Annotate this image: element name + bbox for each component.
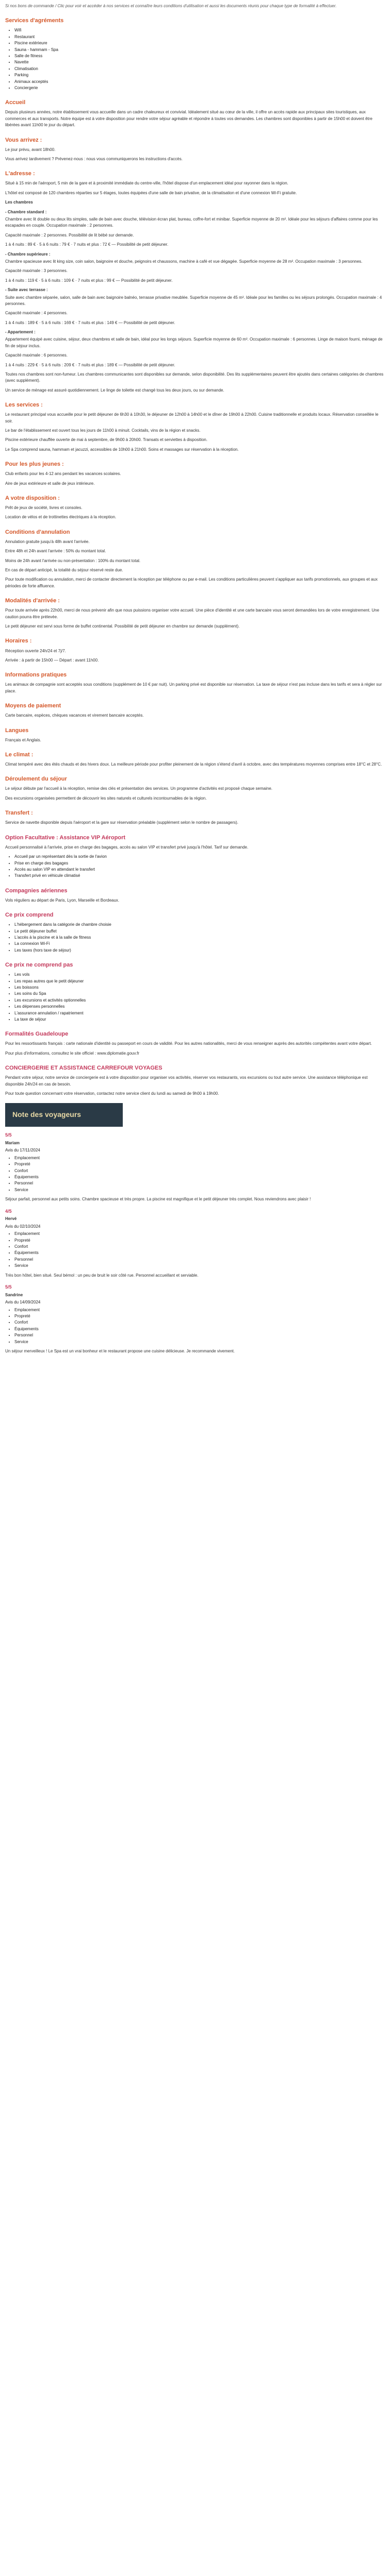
review-text: Très bon hôtel, bien situé. Seul bémol : un peu de bruit le soir côté rue. Personnel accueillant et serviable. [5, 1273, 199, 1278]
non-inclus-list [5, 972, 386, 1023]
jeunes-line: Aire de jeux extérieure et salle de jeux intérieure. [5, 481, 95, 486]
review-date: Avis du 02/10/2024 [5, 1224, 41, 1229]
review-text: Séjour parfait, personnel aux petits soins. Chambre spacieuse et très propre. La piscine est magnifique et le petit déjeuner très complet. Nous reviendrons avec plaisir ! [5, 1197, 311, 1202]
review-criterion: • Personnel [14, 1180, 386, 1187]
chambre-std-prices: 1 à 4 nuits : 89 € · 5 à 6 nuits : 79 € · 7 nuits et plus : 72 € — Possibilité de petit déjeuner. [5, 242, 169, 247]
modalites-text: Pour toute arrivée après 22h00, merci de nous prévenir afin que nous puissions organiser votre accueil. Une pièce d'identité et une carte bancaire vous seront demandées lors de votre enregistrement. Une caution pourra être prélevée. [5, 608, 380, 619]
bar-text: Le bar de l'établissement est ouvert tous les jours de 11h00 à minuit. Cocktails, vins de la région et snacks. [5, 428, 201, 433]
review [5, 1284, 386, 1354]
review [5, 1132, 386, 1202]
chambre-app-capacity: Capacité maximale : 6 personnes. [5, 353, 68, 358]
conditions-line: Entre 48h et 24h avant l'arrivée : 50% du montant total. [5, 549, 106, 554]
non-inclus-item: • Les boissons [14, 985, 386, 991]
review-criterion: • Emplacement [14, 1307, 386, 1313]
conciergerie-title: CONCIERGERIE ET ASSISTANCE CARREFOUR VOYAGES [5, 1065, 162, 1072]
conditions-line: Annulation gratuite jusqu'à 48h avant l'arrivée. [5, 539, 90, 544]
service-item: • Sauna - hammam - Spa [14, 47, 386, 53]
spa-text: Le Spa comprend sauna, hammam et jacuzzi, accessibles de 10h00 à 21h00. Soins et massages sur réservation à la réception. [5, 447, 239, 452]
chambre-app-text: Appartement équipé avec cuisine, séjour, deux chambres et salle de bain, idéal pour les longs séjours. Superficie moyenne de 60 m². Occupation maximale : 6 personnes. Linge de maison fourni, ménage de fin de séjour inclus. [5, 337, 383, 348]
chambre-sup-label: - Chambre supérieure : [5, 251, 51, 257]
companies-text: Vols réguliers au départ de Paris, Lyon, Marseille et Bordeaux. [5, 897, 120, 903]
chambre-suite-label: - Suite avec terrasse : [5, 287, 48, 293]
review-criterion: • Confort [14, 1319, 386, 1326]
formalites-title: Formalités Guadeloupe [5, 1031, 69, 1038]
modalites-text2: Le petit déjeuner est servi sous forme de buffet continental. Possibilité de petit déjeuner en chambre sur demande (supplément). [5, 624, 240, 629]
non-inclus-item: • Les repas autres que le petit déjeuner [14, 978, 386, 985]
modalites-title: Modalités d'arrivée : [5, 598, 60, 604]
service-item: • Animaux acceptés [14, 79, 386, 85]
inclus-item: • L'accès à la piscine et à la salle de fitness [14, 935, 386, 941]
review-author: Hervé [5, 1216, 17, 1222]
review-criterion: • Équipements [14, 1174, 386, 1180]
service-item: • Salle de fitness [14, 53, 386, 59]
horaires-title: Horaires : [5, 638, 32, 645]
inclus-item: • L'hébergement dans la catégorie de chambre choisie [14, 922, 386, 928]
restaurant-text: Le restaurant principal vous accueille pour le petit déjeuner de 6h30 à 10h30, le déjeuner de 12h00 à 14h00 et le dîner de 19h00 à 22h00. Cuisine traditionnelle et produits locaux. Réservation conseillée le soir. [5, 412, 379, 423]
option-vip-title: Option Facultative : Assistance VIP Aéroport [5, 834, 126, 841]
adresse-title: L'adresse : [5, 171, 35, 177]
review-criteria-list [5, 1231, 386, 1269]
intro-note: Si nos bons de commande / Clic pour voir et accéder à nos services et connaître leurs conditions d'utilisation et aussi les documents réunis pour chaque type de formalité à effectuer. [5, 4, 337, 8]
chambre-app-label: - Appartement : [5, 330, 36, 335]
service-item: • Parking [14, 72, 386, 78]
transfert-title: Transfert : [5, 810, 33, 817]
chambres-title: Les chambres [5, 200, 33, 205]
animation-title: A votre disposition : [5, 495, 60, 502]
vous-arrivez-line: Le jour prévu, avant 18h00. [5, 147, 56, 152]
option-vip-list [5, 854, 386, 879]
jeunes-title: Pour les plus jeunes : [5, 461, 64, 468]
non-inclus-item: • Les excursions et activités optionnelles [14, 997, 386, 1004]
paiement-title: Moyens de paiement [5, 703, 61, 709]
chambre-std-capacity: Capacité maximale : 2 personnes. Possibilité de lit bébé sur demande. [5, 232, 134, 238]
formalites-text2: Pour plus d'informations, consultez le site officiel : www.diplomatie.gouv.fr [5, 1050, 140, 1056]
non-inclus-item: • Les soins du Spa [14, 991, 386, 997]
deroulement-text2: Des excursions organisées permettent de découvrir les sites naturels et culturels incontournables de la région. [5, 795, 207, 801]
inclus-item: • La connexion Wi-Fi [14, 941, 386, 947]
chambre-suite-text: Suite avec chambre séparée, salon, salle de bain avec baignoire balnéo, terrasse privative meublée. Superficie moyenne de 45 m². Idéale pour les familles ou les séjours prolongés. Occupation maximale : 4 personnes. [5, 295, 382, 306]
service-item: • Wifi [14, 27, 386, 33]
review-score: 5/5 [5, 1284, 12, 1290]
infos-pratiques-title: Informations pratiques [5, 672, 67, 679]
inclus-item: • Le petit déjeuner buffet [14, 928, 386, 935]
services-detail-title: Les services : [5, 402, 43, 409]
review [5, 1208, 386, 1279]
non-inclus-title: Ce prix ne comprend pas [5, 962, 73, 969]
review-criterion: • Propreté [14, 1238, 386, 1244]
review-date: Avis du 14/09/2024 [5, 1300, 41, 1305]
chambres-footer2: Un service de ménage est assuré quotidiennement. Le linge de toilette est changé tous les deux jours, ou sur demande. [5, 387, 224, 393]
conditions-title: Conditions d'annulation [5, 529, 70, 535]
conditions-line: Moins de 24h avant l'arrivée ou non-présentation : 100% du montant total. [5, 558, 141, 563]
review-criterion: • Équipements [14, 1250, 386, 1256]
option-vip-item: • Prise en charge des bagages [14, 860, 386, 867]
reviews-list [5, 1132, 386, 1354]
non-inclus-item: • Les vols [14, 972, 386, 978]
review-score: 4/5 [5, 1208, 12, 1214]
chambre-suite-capacity: Capacité maximale : 4 personnes. [5, 311, 68, 316]
climat-title: Le climat : [5, 752, 34, 758]
conditions-line: En cas de départ anticipé, la totalité du séjour réservé reste due. [5, 568, 123, 573]
service-item: • Piscine extérieure [14, 40, 386, 46]
companies-title: Compagnies aériennes [5, 887, 68, 894]
review-criterion: • Service [14, 1187, 386, 1193]
review-author: Sandrine [5, 1292, 23, 1297]
transfert-text: Service de navette disponible depuis l'aéroport et la gare sur réservation préalable (supplément selon le nombre de passagers). [5, 820, 239, 825]
infos-pratiques-text: Les animaux de compagnie sont acceptés sous conditions (supplément de 10 € par nuit). Un parking privé est disponible sur réservation. La taxe de séjour n'est pas incluse dans les tarifs et sera à régler sur place. [5, 682, 382, 693]
review-criterion: • Propreté [14, 1161, 386, 1167]
conciergerie-text: Pendant votre séjour, notre service de conciergerie est à votre disposition pour organiser vos activités, réserver vos restaurants, vos excursions ou tout autre service. Une assistance téléphonique est disponible 24h/24 en cas de besoin. [5, 1075, 368, 1087]
climat-text: Climat tempéré avec des étés chauds et des hivers doux. La meilleure période pour profiter pleinement de la région s'étend d'avril à octobre, avec des températures moyennes comprises entre 18°C et 28°C. [5, 762, 382, 767]
review-criterion: • Emplacement [14, 1155, 386, 1161]
chambre-std-label: - Chambre standard : [5, 209, 47, 214]
chambre-app-prices: 1 à 4 nuits : 229 € · 5 à 6 nuits : 209 € · 7 nuits et plus : 189 € — Possibilité de petit déjeuner. [5, 362, 175, 367]
chambre-sup-prices: 1 à 4 nuits : 119 € · 5 à 6 nuits : 109 € · 7 nuits et plus : 99 € — Possibilité de petit déjeuner. [5, 278, 173, 283]
review-criterion: • Propreté [14, 1313, 386, 1319]
review-author: Mariam [5, 1140, 20, 1145]
review-criterion: • Personnel [14, 1332, 386, 1338]
paiement-text: Carte bancaire, espèces, chèques vacances et virement bancaire acceptés. [5, 713, 144, 718]
service-item: • Conciergerie [14, 85, 386, 91]
review-text: Un séjour merveilleux ! Le Spa est un vrai bonheur et le restaurant propose une cuisine délicieuse. Je recommande vivement. [5, 1349, 235, 1354]
deroulement-text: Le séjour débute par l'accueil à la réception, remise des clés et présentation des services. Un programme d'activités est proposé chaque semaine. [5, 786, 272, 791]
review-criteria-list [5, 1155, 386, 1193]
formalites-text: Pour les ressortissants français : carte nationale d'identité ou passeport en cours de validité. Pour les autres nationalités, merci de vous renseigner auprès des autorités compétentes avant votre départ. [5, 1041, 372, 1046]
inclus-item: • Les taxes (hors taxe de séjour) [14, 947, 386, 954]
adresse-extra: L'hôtel est composé de 120 chambres réparties sur 5 étages, toutes équipées d'une salle de bain privative, de la climatisation et d'une connexion Wi-Fi gratuite. [5, 190, 297, 195]
animation-line: Location de vélos et de trottinettes électriques à la réception. [5, 515, 117, 520]
horaires-line: Réception ouverte 24h/24 et 7j/7. [5, 648, 66, 653]
adresse-text: Situé à 15 min de l'aéroport, 5 min de la gare et à proximité immédiate du centre-ville, l'hôtel dispose d'un emplacement idéal pour rayonner dans la région. [5, 181, 288, 186]
deroulement-title: Déroulement du séjour [5, 776, 67, 783]
review-date: Avis du 17/11/2024 [5, 1148, 40, 1153]
piscine-text: Piscine extérieure chauffée ouverte de mai à septembre, de 9h00 à 20h00. Transats et serviettes à disposition. [5, 437, 208, 443]
chambre-sup-capacity: Capacité maximale : 3 personnes. [5, 268, 68, 274]
jeunes-line: Club enfants pour les 4-12 ans pendant les vacances scolaires. [5, 471, 121, 477]
chambre-sup-text: Chambre spacieuse avec lit king size, coin salon, baignoire et douche, peignoirs et chaussons, machine à café et vue dégagée. Superficie moyenne de 28 m². Occupation maximale : 3 personnes. [5, 259, 363, 264]
review-criteria-list [5, 1307, 386, 1345]
option-vip-item: • Transfert privé en véhicule climatisé [14, 873, 386, 879]
accueil-title: Accueil [5, 99, 26, 106]
option-vip-text: Accueil personnalisé à l'arrivée, prise en charge des bagages, accès au salon VIP et transfert privé jusqu'à l'hôtel. Tarif sur demande. [5, 844, 249, 850]
conditions-text: Pour toute modification ou annulation, merci de contacter directement la réception par téléphone ou par e-mail. Les conditions particulières peuvent s'appliquer aux tarifs promotionnels, aux groupes et aux périodes de forte affluence. [5, 577, 378, 588]
option-vip-item: • Accueil par un représentant dès la sortie de l'avion [14, 854, 386, 860]
services-list [5, 27, 386, 91]
review-criterion: • Équipements [14, 1326, 386, 1332]
langue-text: Français et Anglais. [5, 737, 41, 742]
review-criterion: • Emplacement [14, 1231, 386, 1237]
animation-line: Prêt de jeux de société, livres et consoles. [5, 505, 83, 511]
services-title: Services d'agréments [5, 18, 64, 24]
inclus-list [5, 922, 386, 954]
vous-arrivez-line: Vous arrivez tardivement ? Prévenez-nous : nous vous communiquerons les instructions d'accès. [5, 157, 183, 161]
service-item: • Restaurant [14, 34, 386, 40]
review-criterion: • Service [14, 1339, 386, 1345]
review-criterion: • Confort [14, 1168, 386, 1174]
option-vip-item: • Accès au salon VIP en attendant le transfert [14, 867, 386, 873]
langue-title: Langues [5, 727, 29, 734]
non-inclus-item: • La taxe de séjour [14, 1016, 386, 1023]
chambre-std-text: Chambre avec lit double ou deux lits simples, salle de bain avec douche, télévision écran plat, bureau, coffre-fort et minibar. Superficie moyenne de 20 m². Idéale pour les séjours d'affaires comme pour les escapades en couple. Occupation maximale : 2 personnes. [5, 217, 378, 228]
reviews-header: Note des voyageurs [5, 1103, 123, 1127]
service-item: • Climatisation [14, 66, 386, 72]
conciergerie-text2: Pour toute question concernant votre réservation, contactez notre service client du lundi au samedi de 9h00 à 19h00. [5, 1091, 219, 1096]
review-score: 5/5 [5, 1132, 12, 1138]
accueil-text: Depuis plusieurs années, notre établissement vous accueille dans un cadre chaleureux et convivial. Idéalement situé au cœur de la ville, il offre un accès rapide aux principaux sites touristiques, aux commerces et aux transports. Notre équipe est à votre disposition pour rendre votre séjour agréable et répondre à toutes vos demandes. Les chambres sont disponibles à partir de 15h00 et doivent être libérées avant 11h00 le jour du départ. [5, 110, 372, 128]
inclus-title: Ce prix comprend [5, 912, 54, 919]
chambre-suite-prices: 1 à 4 nuits : 189 € · 5 à 6 nuits : 169 € · 7 nuits et plus : 149 € — Possibilité de petit déjeuner. [5, 320, 175, 325]
review-criterion: • Service [14, 1263, 386, 1269]
vous-arrivez-title: Vous arrivez : [5, 137, 42, 143]
review-criterion: • Personnel [14, 1257, 386, 1263]
horaires-line: Arrivée : à partir de 15h00 — Départ : avant 11h00. [5, 657, 99, 663]
non-inclus-item: • L'assurance annulation / rapatriement [14, 1010, 386, 1016]
review-criterion: • Confort [14, 1244, 386, 1250]
chambres-footer: Toutes nos chambres sont non-fumeur. Les chambres communicantes sont disponibles sur demande, selon disponibilité. Des lits supplémentaires peuvent être ajoutés dans certaines catégories de chambres (avec supplément). [5, 372, 384, 383]
service-item: • Navette [14, 59, 386, 65]
non-inclus-item: • Les dépenses personnelles [14, 1004, 386, 1010]
